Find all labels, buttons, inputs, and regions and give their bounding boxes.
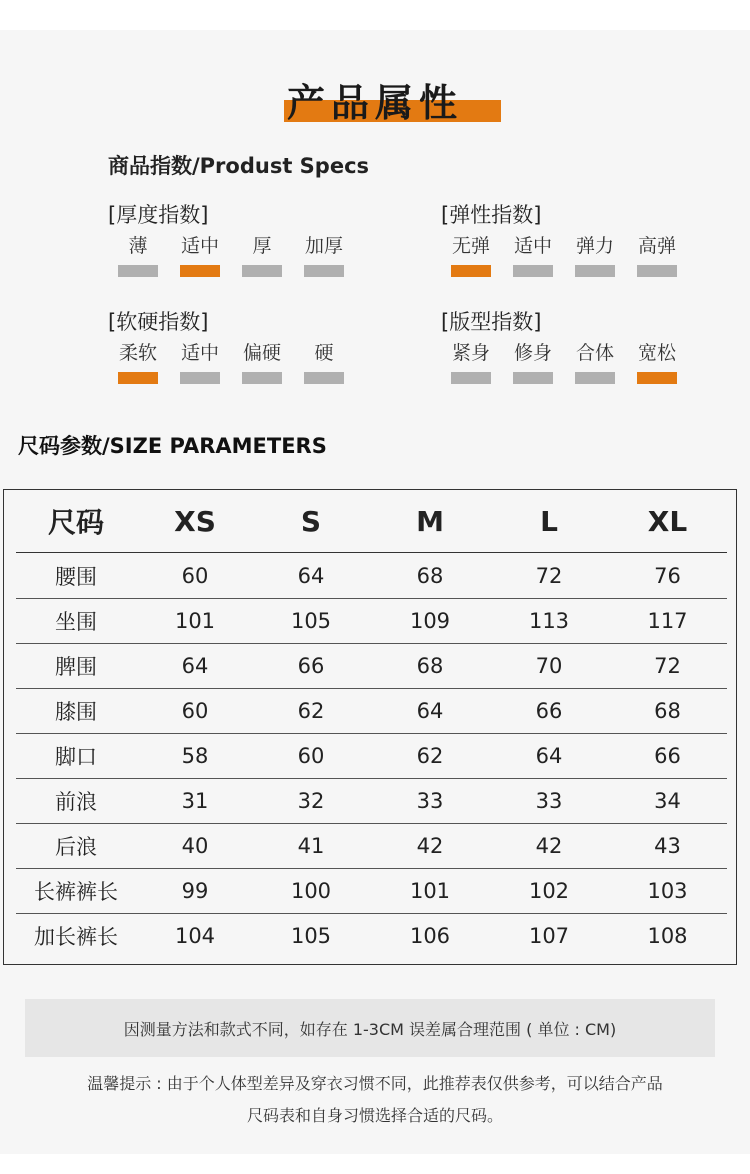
- value-cell: 104: [174, 923, 216, 948]
- option-indicator: [242, 372, 282, 384]
- option-label: 适中: [180, 235, 219, 257]
- value-cell: 102: [528, 878, 570, 903]
- option-indicator: [637, 265, 677, 277]
- option-label: 合体: [575, 342, 614, 364]
- title-block: [0, 72, 750, 128]
- value-cell: 108: [647, 923, 688, 948]
- attr-option: [294, 340, 354, 384]
- value-cell: 70: [535, 653, 563, 678]
- value-cell: 107: [528, 923, 570, 948]
- value-cell: 105: [290, 923, 332, 948]
- table-row: [16, 733, 727, 779]
- value-cell: 64: [297, 563, 325, 588]
- attr-fit: [441, 306, 689, 384]
- value-cell: 64: [416, 698, 444, 723]
- value-cell: 64: [535, 743, 563, 768]
- measure-name-cell: 后浪: [55, 834, 97, 859]
- value-cell: 40: [181, 833, 209, 858]
- value-cell: 64: [181, 653, 209, 678]
- header-cell: L: [540, 504, 558, 538]
- value-cell: 106: [409, 923, 451, 948]
- measure-name-cell: 腰围: [55, 564, 97, 589]
- attr-title: [版型指数]: [441, 310, 542, 334]
- option-label: 宽松: [637, 342, 676, 364]
- table-row: [16, 778, 727, 824]
- option-label: 无弹: [451, 235, 490, 257]
- value-cell: 68: [654, 698, 681, 723]
- attr-option: [627, 340, 687, 384]
- value-cell: 68: [416, 563, 444, 588]
- option-label: 高弹: [637, 235, 676, 257]
- table-row: [16, 688, 727, 734]
- measure-name-cell: 膝围: [55, 699, 97, 724]
- attr-option: [627, 233, 687, 277]
- table-row: [16, 553, 727, 599]
- attr-title: [软硬指数]: [108, 310, 209, 334]
- value-cell: 32: [297, 788, 325, 813]
- option-label: 厚: [252, 235, 272, 257]
- header-cell: 尺码: [47, 506, 104, 539]
- option-label: 薄: [128, 235, 148, 257]
- value-cell: 33: [416, 788, 444, 813]
- value-cell: 66: [654, 743, 681, 768]
- header-cell: S: [300, 504, 322, 538]
- measure-name-cell: 坐围: [55, 609, 97, 634]
- tip-line: 尺码表和自身习惯选择合适的尺码。: [246, 1106, 503, 1125]
- tip-text: [0, 1068, 750, 1132]
- option-label: 修身: [513, 342, 552, 364]
- page-title: 产品属性: [286, 81, 463, 125]
- attr-option: [108, 340, 168, 384]
- option-indicator: [451, 265, 491, 277]
- option-label: 适中: [513, 235, 552, 257]
- value-cell: 58: [181, 743, 209, 768]
- attr-option: [170, 233, 230, 277]
- option-indicator: [451, 372, 491, 384]
- option-indicator: [513, 265, 553, 277]
- option-label: 偏硬: [242, 342, 281, 364]
- attr-elasticity: [441, 199, 689, 277]
- attr-option: [441, 233, 501, 277]
- value-cell: 60: [297, 743, 325, 768]
- size-heading: 尺码参数/SIZE PARAMETERS: [18, 434, 327, 458]
- table-row: [16, 913, 727, 958]
- value-cell: 60: [181, 563, 209, 588]
- value-cell: 66: [297, 653, 325, 678]
- option-indicator: [575, 265, 615, 277]
- attr-option: [232, 233, 292, 277]
- option-indicator: [513, 372, 553, 384]
- option-label: 柔软: [118, 342, 157, 364]
- specs-heading: 商品指数/Produst Specs: [108, 154, 370, 178]
- attr-option: [108, 233, 168, 277]
- table-row: [16, 643, 727, 689]
- value-cell: 99: [181, 878, 209, 903]
- option-label: 紧身: [451, 342, 490, 364]
- value-cell: 41: [297, 833, 325, 858]
- attr-option: [565, 340, 625, 384]
- value-cell: 66: [535, 698, 563, 723]
- value-cell: 60: [181, 698, 209, 723]
- value-cell: 109: [409, 608, 451, 633]
- attr-softness: [108, 306, 356, 384]
- option-label: 硬: [314, 342, 334, 364]
- attr-option: [170, 340, 230, 384]
- option-indicator: [180, 265, 220, 277]
- measure-name-cell: 加长裤长: [34, 924, 118, 949]
- tip-line: 温馨提示 : 由于个人体型差异及穿衣习惯不同，此推荐表仅供参考，可以结合产品: [87, 1074, 663, 1093]
- option-indicator: [637, 372, 677, 384]
- value-cell: 72: [654, 653, 681, 678]
- attr-option: [294, 233, 354, 277]
- value-cell: 101: [174, 608, 216, 633]
- value-cell: 105: [290, 608, 332, 633]
- table-row: [16, 868, 727, 914]
- table-header: [16, 490, 727, 553]
- size-table: [3, 489, 737, 965]
- measure-name-cell: 脾围: [55, 654, 97, 679]
- value-cell: 42: [416, 833, 444, 858]
- measure-name-cell: 长裤裤长: [34, 879, 118, 904]
- value-cell: 100: [290, 878, 332, 903]
- attr-option: [232, 340, 292, 384]
- option-indicator: [304, 372, 344, 384]
- attr-option: [441, 340, 501, 384]
- attr-thickness: [108, 199, 356, 277]
- measure-name-cell: 前浪: [55, 789, 97, 814]
- attr-title: [弹性指数]: [441, 203, 542, 227]
- value-cell: 113: [528, 608, 570, 633]
- table-row: [16, 598, 727, 644]
- value-cell: 76: [654, 563, 681, 588]
- value-cell: 43: [654, 833, 681, 858]
- attr-option: [565, 233, 625, 277]
- value-cell: 72: [535, 563, 563, 588]
- measure-name-cell: 脚口: [55, 744, 97, 769]
- header-cell: M: [416, 504, 444, 538]
- value-cell: 101: [409, 878, 451, 903]
- option-label: 适中: [180, 342, 219, 364]
- value-cell: 62: [297, 698, 325, 723]
- value-cell: 34: [654, 788, 681, 813]
- measurement-note: 因测量方法和款式不同，如存在 1-3CM 误差属合理范围 ( 单位 : CM): [25, 999, 715, 1057]
- value-cell: 42: [535, 833, 563, 858]
- attr-option: [503, 340, 563, 384]
- value-cell: 103: [647, 878, 688, 903]
- value-cell: 33: [535, 788, 563, 813]
- option-indicator: [304, 265, 344, 277]
- option-indicator: [118, 372, 158, 384]
- table-row: [16, 823, 727, 869]
- header-cell: XL: [647, 504, 688, 538]
- option-label: 弹力: [575, 235, 614, 257]
- option-indicator: [118, 265, 158, 277]
- value-cell: 68: [416, 653, 444, 678]
- value-cell: 62: [416, 743, 444, 768]
- attr-title: [厚度指数]: [108, 203, 209, 227]
- header-cell: XS: [174, 504, 216, 538]
- value-cell: 31: [181, 788, 209, 813]
- option-indicator: [180, 372, 220, 384]
- option-label: 加厚: [304, 235, 343, 257]
- option-indicator: [575, 372, 615, 384]
- option-indicator: [242, 265, 282, 277]
- value-cell: 117: [647, 608, 688, 633]
- attr-option: [503, 233, 563, 277]
